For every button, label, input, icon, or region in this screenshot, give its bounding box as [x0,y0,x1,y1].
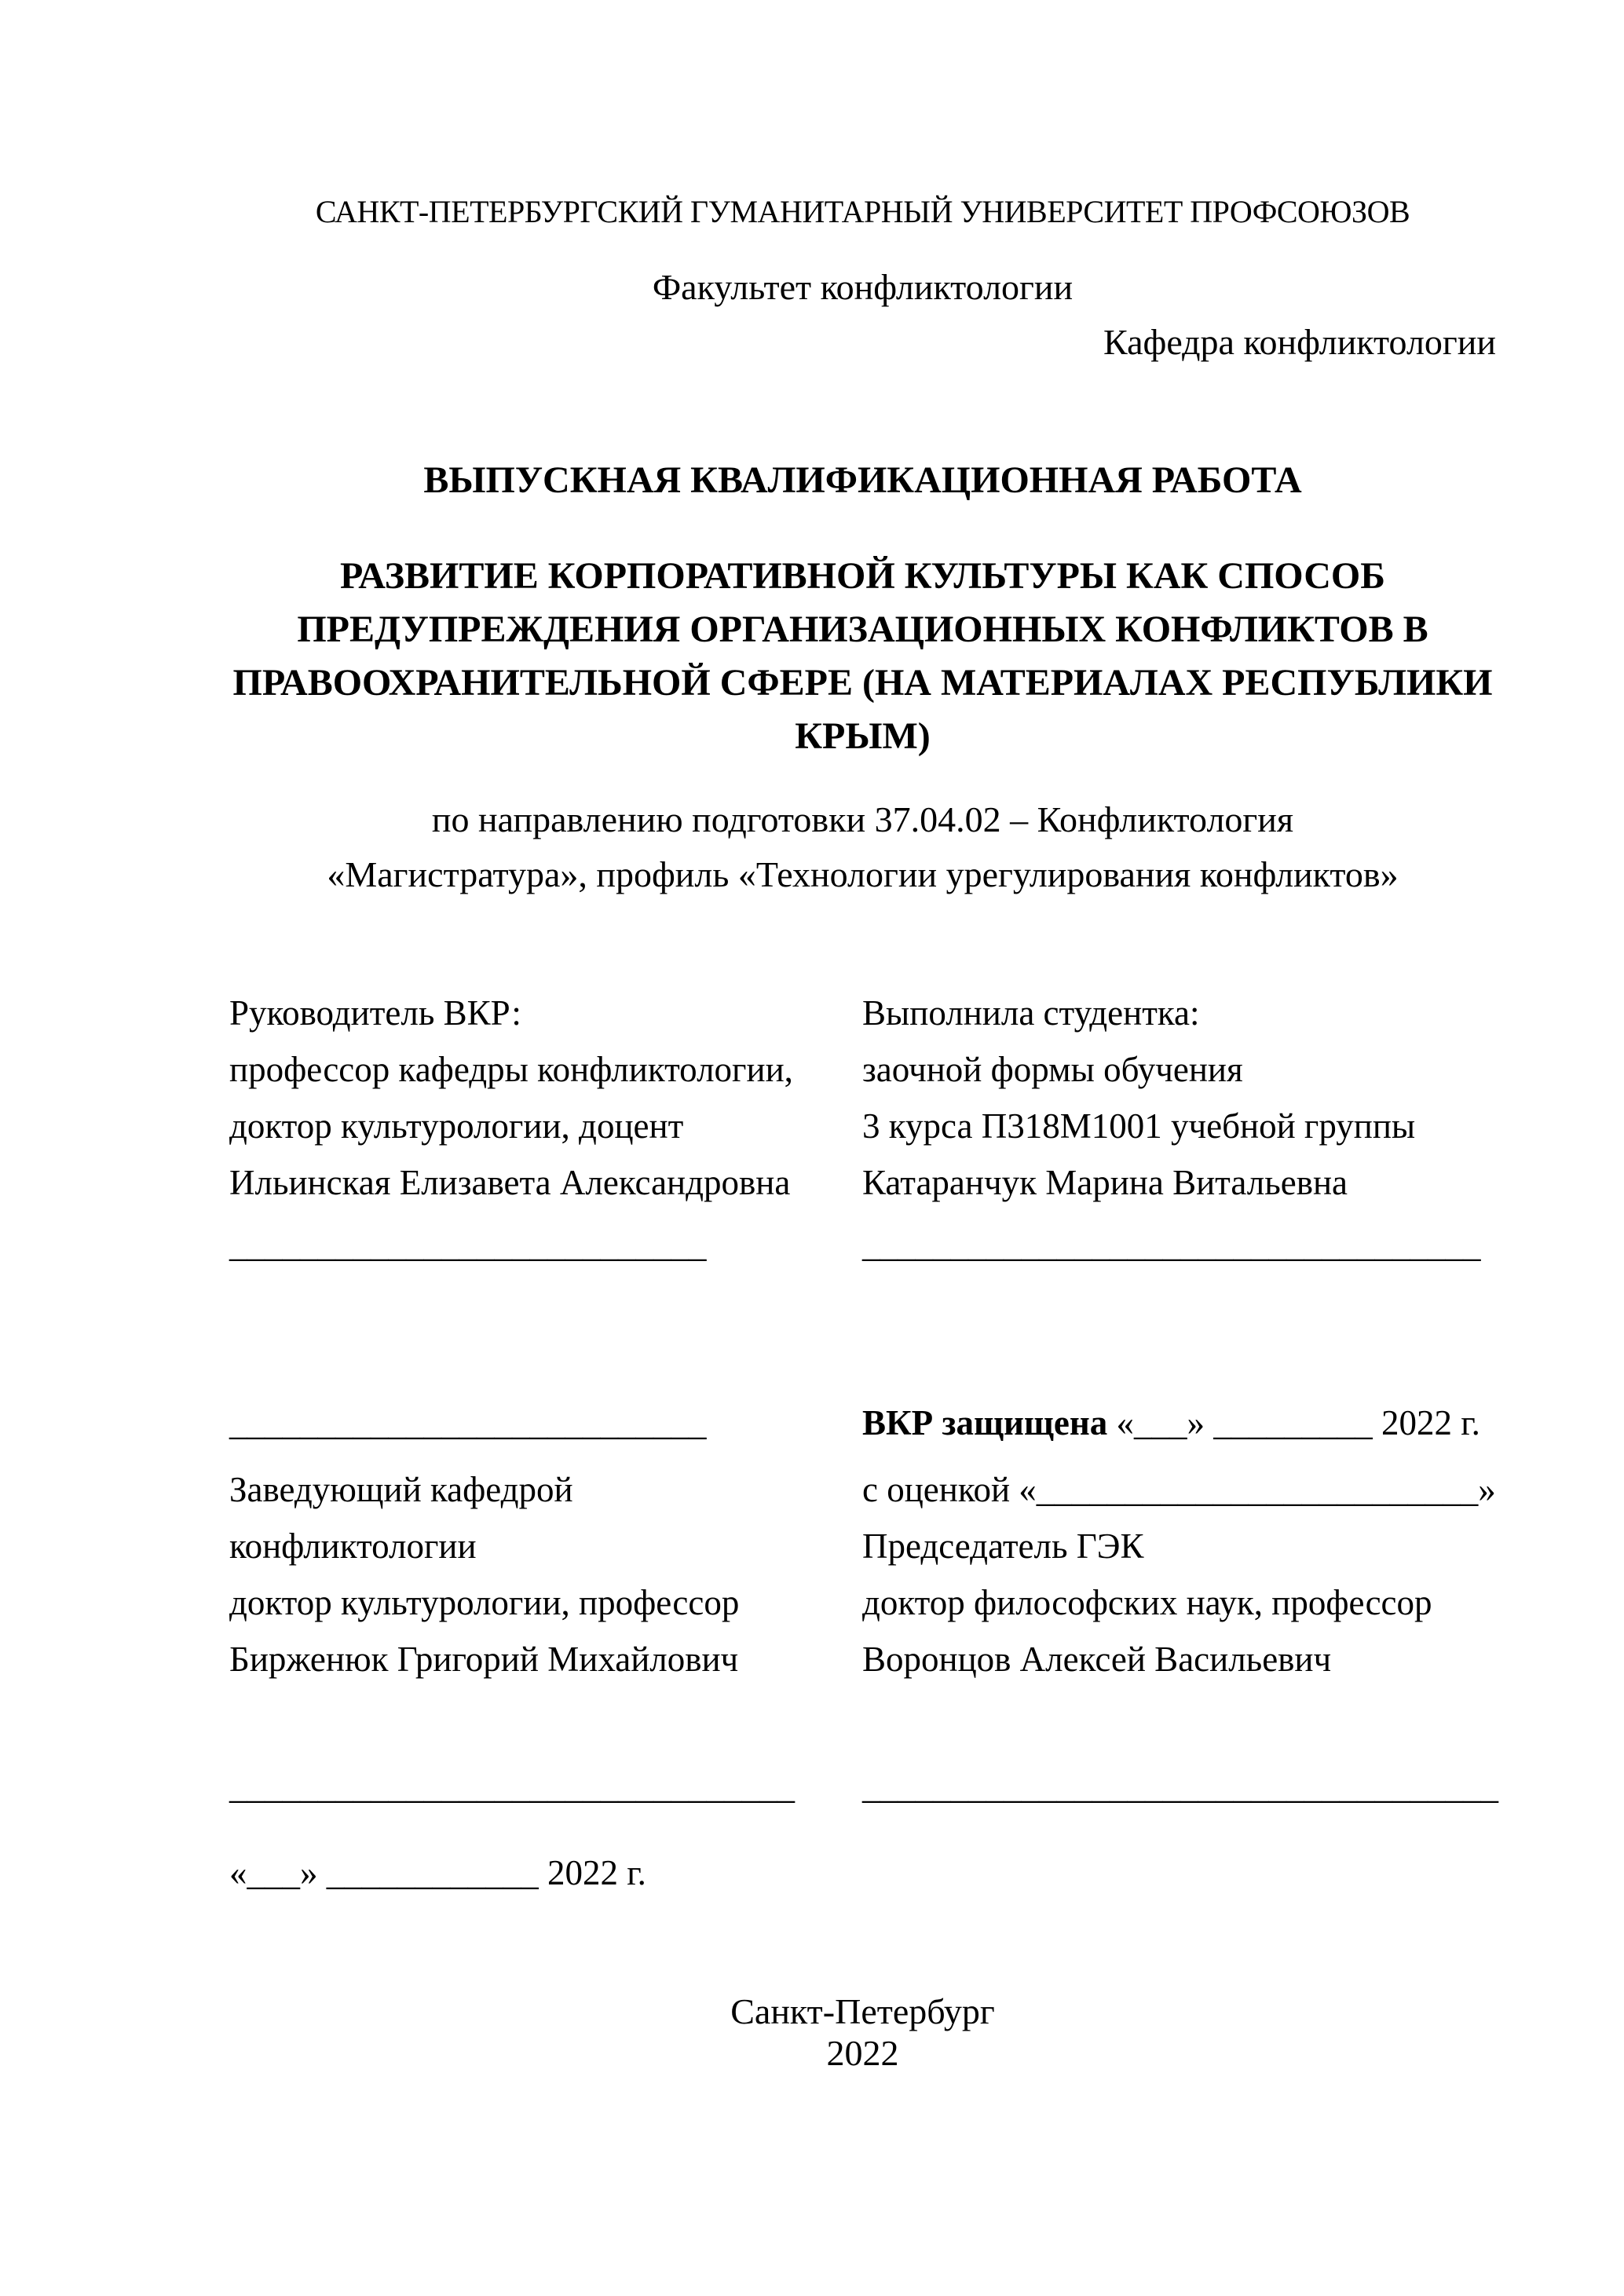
university-name: САНКТ-ПЕТЕРБУРГСКИЙ ГУМАНИТАРНЫЙ УНИВЕРСИТЕТ ПРОФСОЮЗОВ [315,194,1410,229]
chairman-signature-line: ____________________________________ [862,1767,1498,1806]
head-of-department-column [229,1461,862,1687]
work-type-heading: ВЫПУСКНАЯ КВАЛИФИКАЦИОННАЯ РАБОТА [423,459,1302,501]
defense-date-line [862,1395,1496,1451]
grade-line: с оценкой «_________________________» [862,1470,1496,1509]
chairman-role: Председатель ГЭК [862,1526,1144,1566]
student-study-form: заочной формы обучения [862,1050,1243,1089]
supervisor-name: Ильинская Елизавета Александровна [229,1163,791,1202]
supervisor-signature-line: ___________________________ [229,1225,707,1264]
thesis-title-line: ПРАВООХРАНИТЕЛЬНОЙ СФЕРЕ (НА МАТЕРИАЛАХ РЕСПУБЛИКИ [232,662,1493,704]
head-signature-line-bottom: ________________________________ [229,1767,795,1806]
thesis-title [229,550,1496,763]
supervisor-student-block [229,985,1496,1211]
supervisor-position: профессор кафедры конфликтологии, [229,1050,793,1089]
defense-date-blanks: «___» _________ 2022 г. [1107,1403,1480,1442]
head-date-line: «___» ____________ 2022 г. [229,1853,646,1892]
signature-row-2 [229,1758,1496,1815]
faculty-line: Факультет конфликтологии [652,267,1074,307]
head-signature-line-top: ___________________________ [229,1403,707,1442]
supervisor-column [229,985,862,1211]
student-group: 3 курса П318М1001 учебной группы [862,1106,1416,1146]
chairman-degree: доктор философских наук, профессор [862,1583,1432,1622]
student-column [862,985,1496,1211]
chairman-name: Воронцов Алексей Васильевич [862,1640,1332,1679]
thesis-title-line: РАЗВИТИЕ КОРПОРАТИВНОЙ КУЛЬТУРЫ КАК СПОСОБ [340,555,1385,597]
thesis-title-line: КРЫМ) [795,715,931,757]
city-line: Санкт-Петербург [730,1991,995,2031]
city-year-block [229,1991,1496,2074]
student-role: Выполнила студентка: [862,993,1200,1033]
signature-row-1 [229,1216,1496,1273]
supervisor-role: Руководитель ВКР: [229,993,521,1033]
student-signature-line: ___________________________________ [862,1225,1481,1264]
program-profile-line: «Магистратура», профиль «Технологии урегулирования конфликтов» [327,854,1399,894]
program-info [229,792,1496,902]
head-name: Бирженюк Григорий Михайлович [229,1640,739,1679]
chairman-column [862,1461,1496,1687]
head-chairman-block [229,1461,1496,1687]
year-line: 2022 [826,2033,899,2073]
student-name: Катаранчук Марина Витальевна [862,1163,1348,1202]
defense-row [229,1395,1496,1451]
head-role-line-1: Заведующий кафедрой [229,1470,573,1509]
head-role-line-2: конфликтологии [229,1526,477,1566]
program-direction-line: по направлению подготовки 37.04.02 – Конфликтология [431,799,1294,839]
supervisor-degree: доктор культурологии, доцент [229,1106,684,1146]
defense-label: ВКР защищена [862,1403,1108,1442]
head-degree: доктор культурологии, профессор [229,1583,740,1622]
thesis-title-line: ПРЕДУПРЕЖДЕНИЯ ОРГАНИЗАЦИОННЫХ КОНФЛИКТОВ В [297,609,1428,650]
department-line: Кафедра конфликтологии [1103,322,1496,362]
